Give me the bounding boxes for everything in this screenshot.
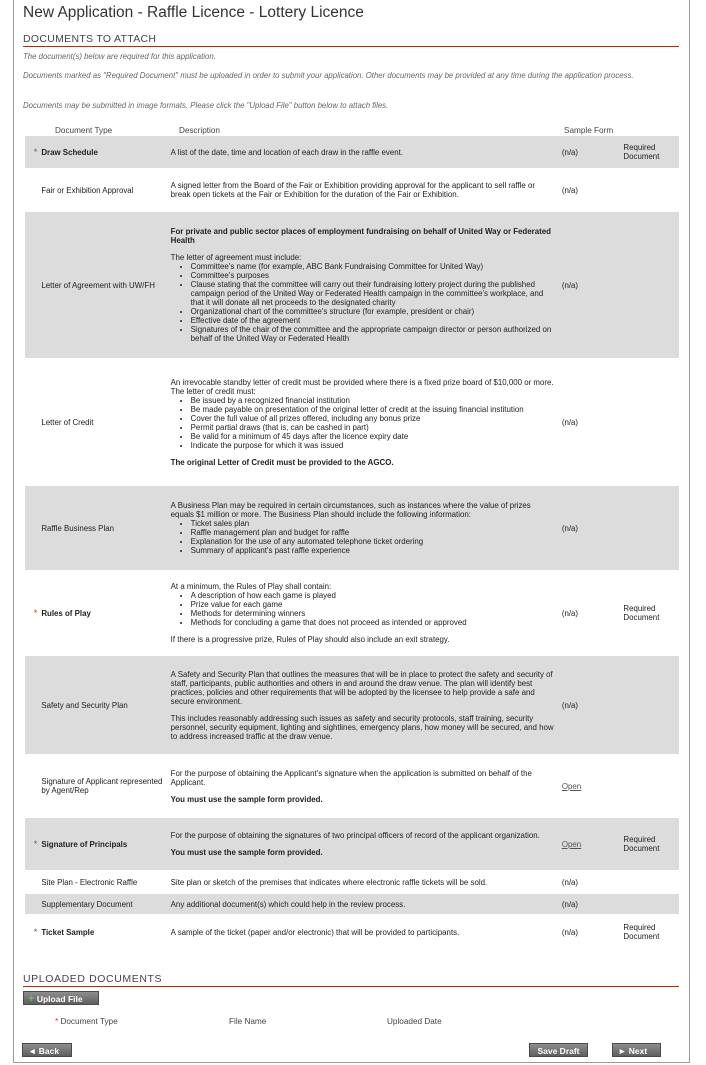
intro-text-3: Documents may be submitted in image formats. Please click the "Upload File" button below to attach files. [23,101,389,110]
documents-section-heading: DOCUMENTS TO ATTACH [23,33,679,47]
document-description [167,168,558,212]
required-label [619,168,679,212]
table-row [25,914,679,950]
sample-form: (n/a) [558,136,620,168]
intro-text-2: Documents marked as "Required Document" must be uploaded in order to submit your application. Other documents may be provided at any time during the application process. [23,71,634,80]
plus-icon: + [28,993,35,1005]
table-row [25,894,679,914]
arrow-left-icon: ◄ [28,1046,37,1056]
required-label: Required Document [619,136,679,168]
list-item: • Clause stating that the committee will carry out their fundraising lottery project during the published campaign period of the United Way or Federated Health campaign in the committee's workplace, and that it will donate all net proceeds to the designated charity [191,280,554,307]
description-text: A signed letter from the Board of the Fair or Exhibition providing approval for the applicant to sell raffle or break open tickets at the Fair or Exhibition for the duration of the Fair or Exhibition. [170,181,536,199]
upload-column-type-label: Document Type [60,1017,118,1026]
description-list [171,591,554,627]
description-text: For the purpose of obtaining the Applicant's signature when the application is submitted on behalf of the Applicant. [170,768,532,787]
upload-column-file-name: File Name [229,1017,267,1026]
document-type: Signature of Principals [37,818,166,870]
list-item: • Methods for concluding a game that does not proceed as intended or approved [191,618,554,627]
description-text: For the purpose of obtaining the signatures of two principal officers of record of the applicant organization. [170,831,540,840]
intro-text-1: The document(s) below are required for this application. [23,52,216,61]
required-star [25,358,37,486]
table-row [25,168,679,212]
upload-file-button[interactable] [23,991,99,1005]
list-item: • Effective date of the agreement [191,316,554,325]
list-item: • Committee's name (for example, ABC Bank Fundraising Committee for United Way) [191,262,554,271]
list-item: • Be valid for a minimum of 45 days after the licence expiry date [191,432,554,441]
sample-form: (n/a) [558,486,620,570]
save-draft-button[interactable]: Save Draft [529,1043,588,1057]
required-label [619,358,679,486]
column-header-description: Description [179,126,220,135]
document-type: Ticket Sample [41,927,95,937]
document-description [167,818,558,870]
sample-form-cell [558,754,620,818]
document-description [167,754,558,818]
table-row [25,212,679,358]
description-bold-text: You must use the sample form provided. [170,794,323,804]
back-button[interactable] [22,1043,72,1057]
document-type: Fair or Exhibition Approval [41,185,134,195]
document-type: Draw Schedule [37,136,166,168]
description-text: A sample of the ticket (paper and/or electronic) that will be provided to participants. [170,927,460,937]
list-item: • Organizational chart of the committee's structure (for example, president or chair) [191,307,554,316]
description-text: A Safety and Security Plan that outlines the measures that will be in place to protect the safety and security of staff, participants, public authorities and others in and around the draw venue. The plan will identify best practices, policies and other requirements that will be adopted by the licensee to help provide a safe and secure environment. [170,669,553,706]
required-star [25,168,37,212]
description-text: The letter of agreement must include: [170,253,302,262]
table-row [25,358,679,486]
description-list [171,262,554,343]
description-list [171,396,554,450]
upload-column-date: Uploaded Date [387,1017,442,1026]
document-type: Site Plan - Electronic Raffle [41,877,138,887]
list-item: • Methods for determining winners [191,609,554,618]
list-item: • Signatures of the chair of the committee and the appropriate campaign director or person authorized on behalf of the United Way or Federated Health [191,325,554,343]
required-star: * [25,818,37,870]
list-item: • Summary of applicant's past raffle experience [191,546,554,555]
sample-form: (n/a) [561,185,579,195]
sample-form: (n/a) [561,927,579,937]
description-text: Site plan or sketch of the premises that indicates where electronic raffle tickets will be sold. [170,877,488,887]
required-star [25,486,37,570]
open-sample-form-link[interactable]: Open [561,839,582,849]
sample-form: (n/a) [558,894,620,914]
required-star [25,656,37,754]
document-type: Safety and Security Plan [37,656,166,754]
document-type: Letter of Agreement with UW/FH [37,212,166,358]
required-label [619,894,679,914]
required-label: Required Document [619,818,679,870]
sample-form-cell [558,818,620,870]
back-label: Back [38,1046,60,1056]
list-item: • Explanation for the use of any automated telephone ticket ordering [191,537,554,546]
document-type: Rules of Play [41,608,91,618]
table-row [25,870,679,894]
list-item: • Committee's purposes [191,271,554,280]
table-row [25,570,679,656]
sample-form: (n/a) [561,417,579,427]
required-label [619,212,679,358]
table-row [25,754,679,818]
open-sample-form-link[interactable]: Open [561,781,582,791]
list-item: • Ticket sales plan [191,519,554,528]
document-description [167,870,558,894]
application-page [13,0,690,1063]
required-label [619,754,679,818]
sample-form: (n/a) [561,608,579,618]
description-note: If there is a progressive prize, Rules of Play should also include an exit strategy. [170,635,450,644]
upload-column-type [55,1017,118,1026]
document-type: Supplementary Document [37,894,166,914]
required-label [619,486,679,570]
document-description [167,914,558,950]
table-row [25,486,679,570]
column-header-type: Document Type [55,126,113,135]
list-item: • Cover the full value of all prizes offered, including any bonus prize [191,414,554,423]
required-label [619,870,679,894]
required-star [25,870,37,894]
document-type: Raffle Business Plan [37,486,166,570]
required-label: Required Document [623,923,660,941]
description-list [171,519,554,555]
document-type: Signature of Applicant represented by Agent/Rep [41,777,163,795]
document-type: Letter of Credit [41,417,94,427]
list-item: • Indicate the purpose for which it was issued [191,441,554,450]
table-row [25,818,679,870]
next-label: Next [628,1046,648,1056]
uploaded-section-heading: UPLOADED DOCUMENTS [23,973,679,987]
documents-table [25,136,679,950]
document-description [167,212,558,358]
upload-file-label: Upload File [36,994,83,1004]
document-description [167,358,558,486]
description-text: A list of the date, time and location of each draw in the raffle event. [170,147,404,157]
description-bold-text: For private and public sector places of employment fundraising on behalf of United Way or Federated Health [170,227,551,245]
required-label [619,656,679,754]
list-item: • A description of how each game is played [191,591,554,600]
document-description [167,136,558,168]
required-star: * [33,926,38,937]
required-star: * [55,1017,59,1026]
document-description [167,570,558,656]
sample-form: (n/a) [558,656,620,754]
description-bold-text: You must use the sample form provided. [170,848,323,857]
description-text: A Business Plan may be required in certain circumstances, such as instances where the value of prizes equals $1 million or more. The Business Plan should include the following information: [170,501,531,519]
required-label: Required Document [623,604,660,622]
page-title: New Application - Raffle Licence - Lottery Licence [23,4,364,21]
list-item: • Prize value for each game [191,600,554,609]
required-star: * [33,607,38,618]
list-item: • Be made payable on presentation of the original letter of credit at the issuing financial institution [191,405,554,414]
document-description [167,486,558,570]
required-star [25,754,37,818]
description-text: Any additional document(s) which could help in the review process. [170,899,406,909]
required-star [25,212,37,358]
description-note: This includes reasonably addressing such issues as safety and security protocols, staff training, security personnel, security equipment, lighting and sightlines, emergency plans, how money will be secured, and how to address increased traffic at the draw venue. [170,713,554,741]
arrow-right-icon: ► [618,1046,627,1056]
required-star: * [25,136,37,168]
list-item: • Be issued by a recognized financial institution [191,396,554,405]
required-star [25,894,37,914]
document-description [167,656,558,754]
description-text: At a minimum, the Rules of Play shall contain: [170,582,332,591]
table-row [25,136,679,168]
description-bold-text: The original Letter of Credit must be provided to the AGCO. [170,457,394,467]
description-text: An irrevocable standby letter of credit must be provided where there is a fixed prize board of $10,000 or more. The letter of credit must: [170,377,554,396]
list-item: • Raffle management plan and budget for raffle [191,528,554,537]
list-item: • Permit partial draws (that is, can be cashed in part) [191,423,554,432]
next-button[interactable] [612,1043,661,1057]
column-header-sample-form: Sample Form [564,126,614,135]
table-row [25,656,679,754]
sample-form: (n/a) [558,212,620,358]
sample-form: (n/a) [561,877,579,887]
document-description [167,894,558,914]
